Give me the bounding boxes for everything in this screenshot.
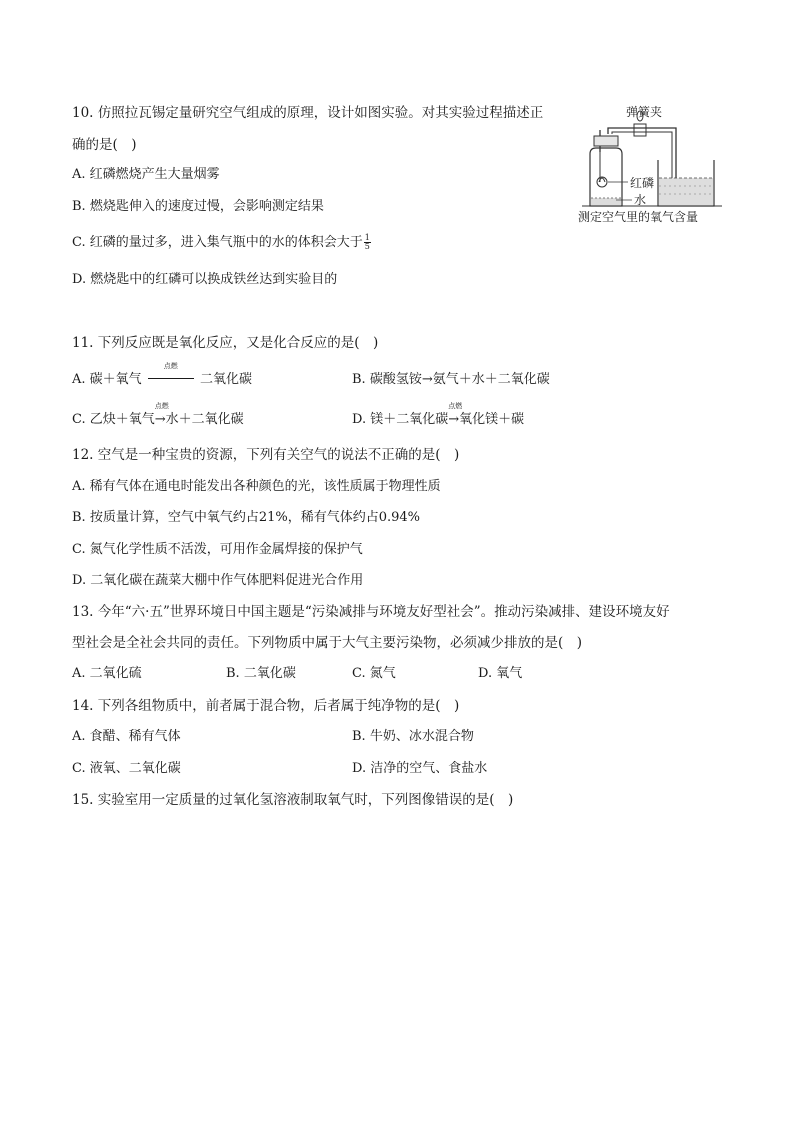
figure-caption: 测定空气里的氧气含量 <box>578 210 699 224</box>
q13-option-d: D. 氧气 <box>478 666 523 681</box>
q13-stem-line2: 型社会是全社会共同的责任。下列物质中属于大气主要污染物，必须减少排放的是( ) <box>72 635 583 651</box>
q14-option-d: D. 洁净的空气、食盐水 <box>352 761 488 776</box>
reaction-arrow: 点燃 <box>146 371 196 389</box>
q11-option-a: A. 碳＋氧气 点燃 二氧化碳 <box>72 362 252 387</box>
q10-option-d: D. 燃烧匙中的红磷可以换成铁丝达到实验目的 <box>72 272 338 287</box>
q14-option-b: B. 牛奶、冰水混合物 <box>352 729 474 744</box>
q10-stem-line2: 确的是( ) <box>72 137 137 153</box>
q11-stem: 11. 下列反应既是氧化反应，又是化合反应的是( ) <box>72 335 379 351</box>
q10-option-b: B. 燃烧匙伸入的速度过慢，会影响测定结果 <box>72 199 324 214</box>
figure-label-phosphorus: 红磷 <box>630 176 655 190</box>
q11-option-b: B. 碳酸氢铵→氨气＋水＋二氧化碳 <box>352 372 550 387</box>
q12-option-d: D. 二氧化碳在蔬菜大棚中作气体肥料促进光合作用 <box>72 573 364 588</box>
q13-option-b: B. 二氧化碳 <box>226 666 296 681</box>
figure-label-clip: 弹簧夹 <box>626 105 663 119</box>
q10-option-c <box>72 234 371 252</box>
q12-stem: 12. 空气是一种宝贵的资源，下列有关空气的说法不正确的是( ) <box>72 447 460 463</box>
q11-option-d: D. 镁＋二氧化碳 点燃 →氧化镁＋碳 <box>352 402 525 427</box>
q14-option-a: A. 食醋、稀有气体 <box>72 729 181 744</box>
q13-option-a: A. 二氧化硫 <box>72 666 142 681</box>
q13-stem-line1: 13. 今年“六·五”世界环境日中国主题是“污染减排与环境友好型社会”。推动污染减排、建设环境友好 <box>72 604 670 620</box>
q12-option-b: B. 按质量计算，空气中氧气约占21%，稀有气体约占0.94% <box>72 510 421 525</box>
fraction-one-fifth: $\frac{1}{5}$ <box>364 233 370 251</box>
q15-stem: 15. 实验室用一定质量的过氧化氢溶液制取氧气时，下列图像错误的是( ) <box>72 792 514 808</box>
q13-option-c: C. 氮气 <box>352 666 396 681</box>
reaction-arrow: 点燃 → <box>154 402 169 427</box>
q12-option-c: C. 氮气化学性质不活泼，可用作金属焊接的保护气 <box>72 542 363 557</box>
q11-option-c: C. 乙炔＋氧气 点燃 →水＋二氧化碳 <box>72 402 244 427</box>
reaction-arrow: 点燃 → <box>448 402 463 427</box>
q14-option-c: C. 液氧、二氧化碳 <box>72 761 181 776</box>
q14-stem: 14. 下列各组物质中，前者属于混合物，后者属于纯净物的是( ) <box>72 698 460 714</box>
q10-option-c-text: C. 红磷的量过多，进入集气瓶中的水的体积会大于 <box>72 235 363 250</box>
q12-option-a: A. 稀有气体在通电时能发出各种颜色的光，该性质属于物理性质 <box>72 479 441 494</box>
q10-option-a: A. 红磷燃烧产生大量烟雾 <box>72 167 220 182</box>
q10-stem-line1: 10. 仿照拉瓦锡定量研究空气组成的原理，设计如图实验。对其实验过程描述正 <box>72 105 544 121</box>
figure-label-water: 水 <box>634 193 647 207</box>
